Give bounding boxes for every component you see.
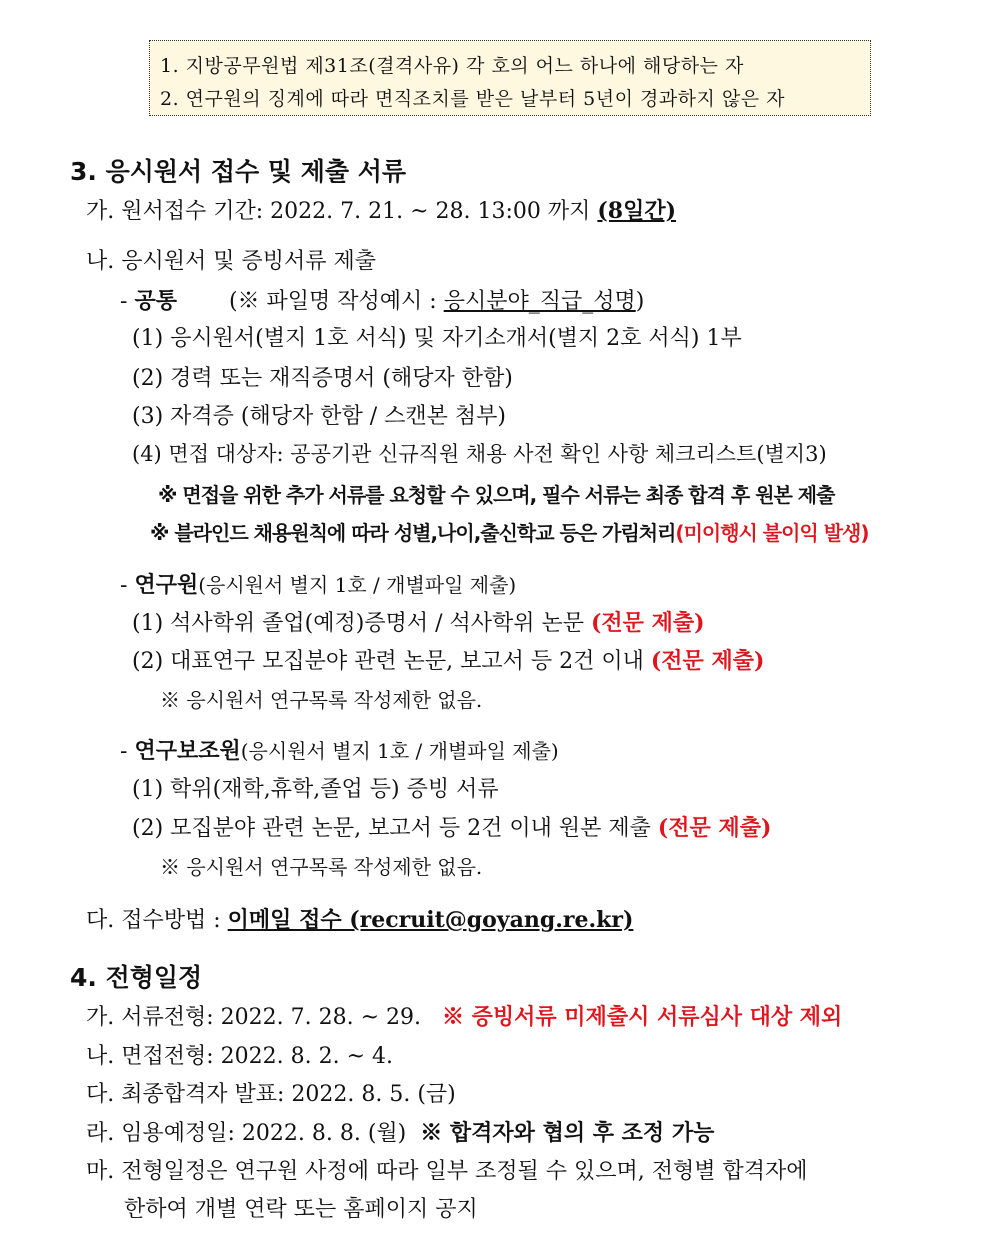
assistant-item-1: (1) 학위(재학,휴학,졸업 등) 증빙 서류	[132, 777, 499, 802]
assistant-item-2	[132, 811, 771, 842]
assistant-note: ※ 응시원서 연구목록 작성제한 없음.	[160, 855, 483, 879]
researcher-item-2	[132, 644, 764, 675]
application-period	[86, 194, 676, 225]
disqualification-item-2: 2. 연구원의 징계에 따라 면직조치를 받은 날부터 5년이 경과하지 않은 자	[160, 88, 786, 110]
schedule-notice-line-1: 마. 전형일정은 연구원 사정에 따라 일부 조정될 수 있으며, 전형별 합격자에	[86, 1159, 808, 1184]
submission-email: 이메일 접수 (recruit@goyang.re.kr)	[227, 907, 634, 933]
common-label: 공통	[134, 288, 177, 314]
schedule-appointment-note: ※ 합격자와 협의 후 조정 가능	[420, 1120, 715, 1146]
schedule-interview: 나. 면접전형: 2022. 8. 2. ~ 4.	[86, 1044, 394, 1069]
assistant-label: 연구보조원	[134, 738, 241, 764]
common-heading	[120, 284, 644, 315]
schedule-appointment	[86, 1116, 714, 1147]
submission-method-label: 다. 접수방법 :	[86, 908, 228, 933]
researcher-item-1-text: (1) 석사학위 졸업(예정)증명서 / 석사학위 논문	[132, 611, 591, 636]
application-period-text: 가. 원서접수 기간: 2022. 7. 21. ~ 28. 13:00 까지	[86, 199, 598, 224]
assistant-dash: -	[120, 739, 135, 764]
documents-heading: 나. 응시원서 및 증빙서류 제출	[86, 249, 376, 274]
assistant-sub: (응시원서 별지 1호 / 개별파일 제출)	[240, 739, 559, 763]
submission-method	[86, 903, 633, 934]
common-item-4: (4) 면접 대상자: 공공기관 신규직원 채용 사전 확인 사항 체크리스트(별지3)	[132, 442, 827, 466]
filename-note-prefix: (※ 파일명 작성예시 :	[228, 289, 444, 314]
blind-note-text: ※ 블라인드 채용원칙에 따라 성별,나이,출신학교 등은 가림처리	[150, 521, 676, 545]
common-item-2: (2) 경력 또는 재직증명서 (해당자 한함)	[132, 366, 513, 391]
common-item-1: (1) 응시원서(별지 1호 서식) 및 자기소개서(별지 2호 서식) 1부	[132, 326, 742, 351]
application-days: (8일간)	[597, 198, 677, 224]
researcher-item-1-full: (전문 제출)	[591, 610, 705, 636]
common-note-1: ※ 면접을 위한 추가 서류를 요청할 수 있으며, 필수 서류는 최종 합격 후 원본 제출	[158, 483, 835, 507]
researcher-note: ※ 응시원서 연구목록 작성제한 없음.	[160, 688, 483, 712]
researcher-item-1	[132, 606, 705, 637]
researcher-item-2-text: (2) 대표연구 모집분야 관련 논문, 보고서 등 2건 이내	[132, 649, 651, 674]
researcher-sub: (응시원서 별지 1호 / 개별파일 제출)	[198, 573, 517, 597]
assistant-item-2-full: (전문 제출)	[657, 815, 772, 841]
researcher-item-2-full: (전문 제출)	[650, 648, 765, 674]
common-dash: -	[120, 289, 135, 314]
blind-note-penalty: (미이행시 불이익 발생)	[675, 521, 869, 545]
researcher-dash: -	[120, 573, 135, 598]
common-item-3: (3) 자격증 (해당자 한함 / 스캔본 첨부)	[132, 404, 506, 429]
schedule-documents-text: 가. 서류전형: 2022. 7. 28. ~ 29.	[86, 1005, 442, 1030]
common-note-2	[150, 517, 869, 546]
disqualification-item-1: 1. 지방공무원법 제31조(결격사유) 각 호의 어느 하나에 해당하는 자	[160, 55, 744, 77]
section-4-title: 4. 전형일정	[70, 963, 203, 992]
assistant-item-2-text: (2) 모집분야 관련 논문, 보고서 등 2건 이내 원본 제출	[132, 816, 658, 841]
filename-note-suffix: )	[635, 289, 645, 314]
schedule-documents-warning: ※ 증빙서류 미제출시 서류심사 대상 제외	[441, 1004, 843, 1030]
section-3-title: 3. 응시원서 접수 및 제출 서류	[70, 157, 407, 186]
researcher-label: 연구원	[134, 572, 199, 598]
disqualification-box	[149, 40, 871, 116]
schedule-notice-line-2: 한하여 개별 연락 또는 홈페이지 공지	[124, 1197, 478, 1222]
assistant-heading	[120, 734, 559, 765]
researcher-heading	[120, 568, 516, 599]
schedule-appointment-text: 라. 임용예정일: 2022. 8. 8. (월)	[86, 1121, 421, 1146]
filename-example: 응시분야_직급_성명	[443, 289, 636, 314]
schedule-documents	[86, 1000, 842, 1031]
schedule-announcement: 다. 최종합격자 발표: 2022. 8. 5. (금)	[86, 1082, 456, 1107]
